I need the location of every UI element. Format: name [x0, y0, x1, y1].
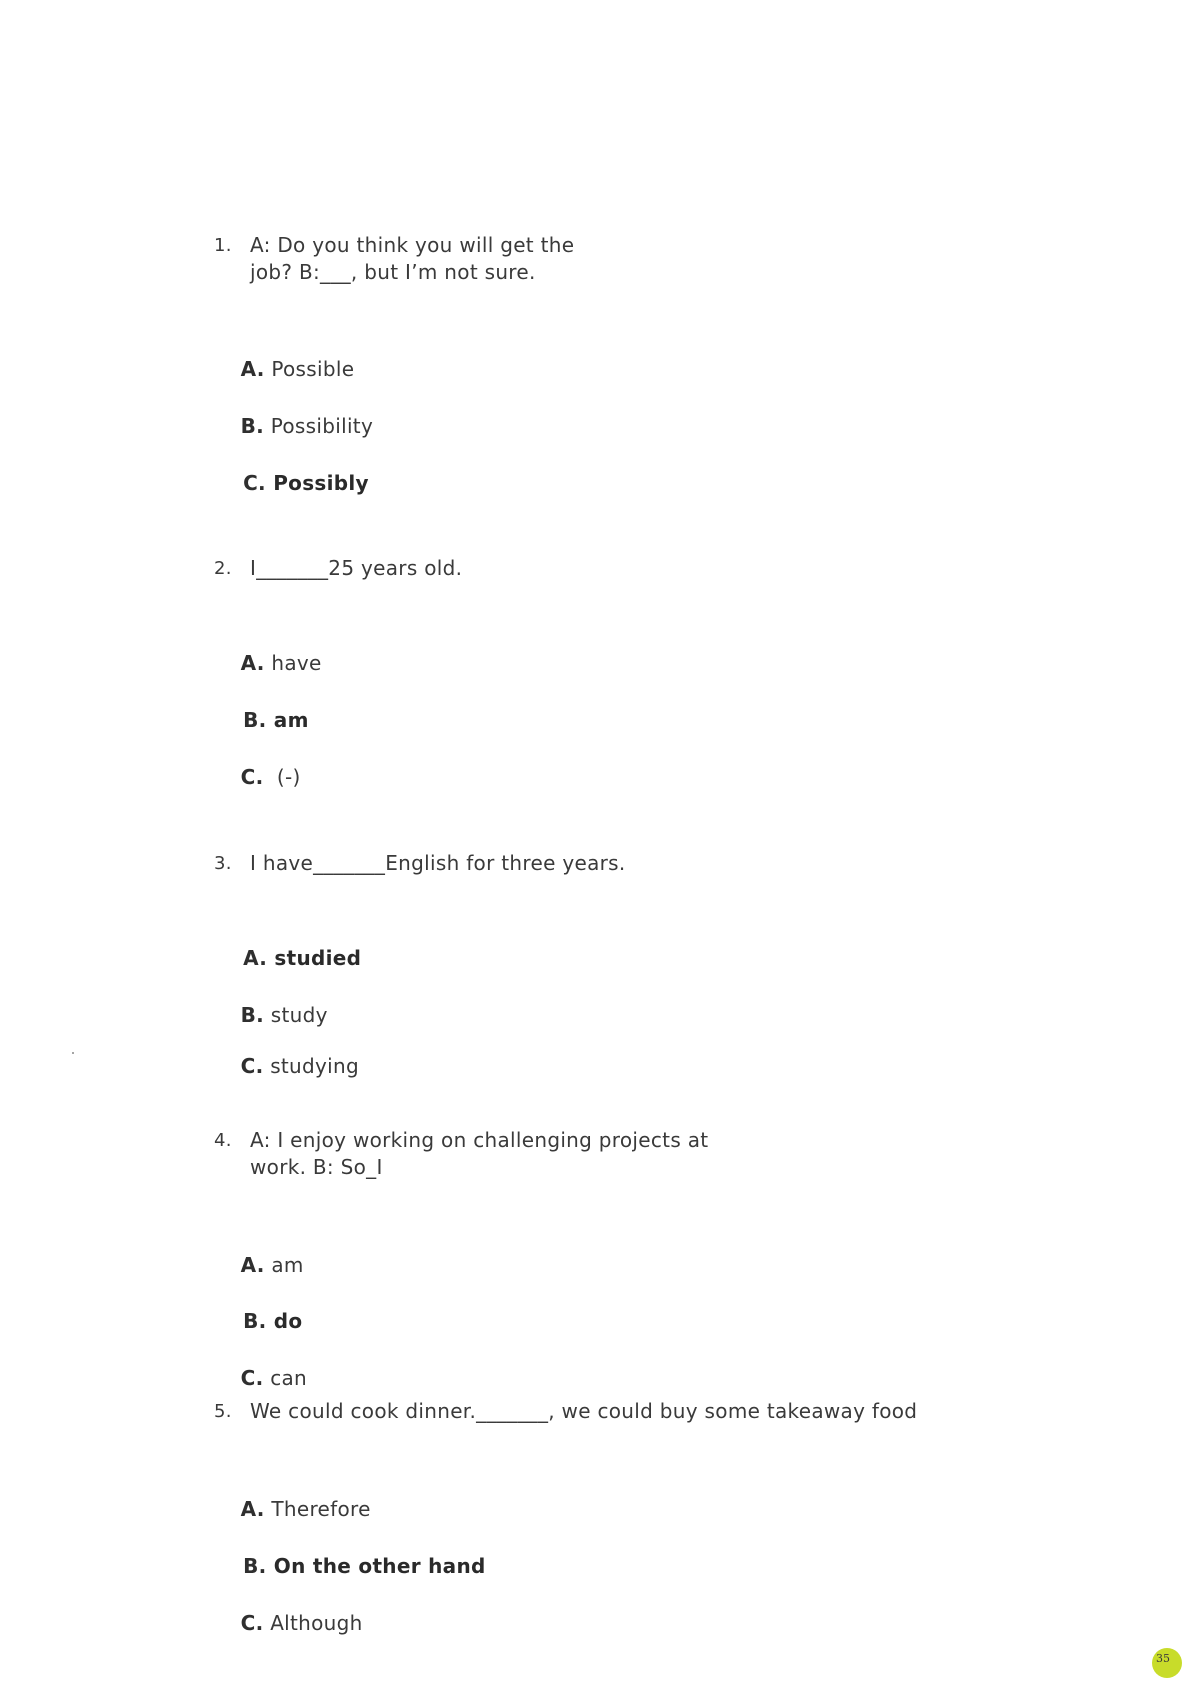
option-3c[interactable]: [214, 1030, 359, 1102]
question-stem-line: I have_______English for three years.: [250, 851, 626, 875]
question-stem-line: work. B: So_I: [250, 1155, 383, 1179]
question-3: [214, 850, 626, 877]
page-number: 35: [1156, 1652, 1170, 1665]
question-stem-line: A: Do you think you will get the: [250, 233, 575, 257]
option-text: Therefore: [264, 1497, 371, 1521]
option-text: am: [264, 1253, 304, 1277]
option-text: On the other hand: [266, 1554, 486, 1578]
option-text: study: [264, 1003, 328, 1027]
option-letter: C.: [240, 765, 264, 789]
option-text: do: [266, 1309, 303, 1333]
option-text: have: [264, 651, 322, 675]
question-stem-line: A: I enjoy working on challenging projects at: [250, 1128, 709, 1152]
option-letter: B.: [240, 414, 265, 438]
option-letter: C.: [240, 1054, 264, 1078]
option-letter: B.: [240, 1003, 265, 1027]
option-text: studying: [263, 1054, 359, 1078]
option-letter: C.: [243, 471, 266, 495]
option-text: Possibility: [264, 414, 374, 438]
page-number-badge: [1152, 1648, 1182, 1678]
question-4: [214, 1127, 708, 1181]
question-stem-line: I_______25 years old.: [250, 556, 463, 580]
question-stem-line: We could cook dinner._______, we could buy some takeaway food: [250, 1399, 918, 1423]
option-letter: A.: [240, 1253, 265, 1277]
option-2c[interactable]: [214, 741, 301, 813]
question-number: 2.: [214, 558, 232, 579]
question-number: 1.: [214, 235, 232, 256]
question-5: [214, 1398, 917, 1425]
stray-dot: [72, 1052, 74, 1054]
option-letter: A.: [240, 1497, 265, 1521]
question-1: [214, 232, 574, 286]
option-text: am: [266, 708, 309, 732]
option-letter: A.: [240, 651, 265, 675]
option-5c[interactable]: [214, 1587, 363, 1659]
option-letter: A.: [240, 357, 265, 381]
question-stem-line: job? B:___, but I’m not sure.: [250, 260, 536, 284]
option-text: can: [263, 1366, 308, 1390]
option-letter: B.: [243, 1554, 267, 1578]
question-2: [214, 555, 462, 582]
option-text: Although: [263, 1611, 363, 1635]
option-text: (-): [263, 765, 301, 789]
option-letter: B.: [243, 1309, 267, 1333]
option-letter: C.: [240, 1611, 264, 1635]
option-text: Possibly: [265, 471, 369, 495]
option-letter: C.: [240, 1366, 264, 1390]
option-text: studied: [267, 946, 362, 970]
option-text: Possible: [264, 357, 355, 381]
question-number: 4.: [214, 1130, 232, 1151]
option-1c-correct[interactable]: [214, 447, 369, 519]
question-number: 5.: [214, 1401, 232, 1422]
option-letter: B.: [243, 708, 267, 732]
option-letter: A.: [243, 946, 268, 970]
question-number: 3.: [214, 853, 232, 874]
